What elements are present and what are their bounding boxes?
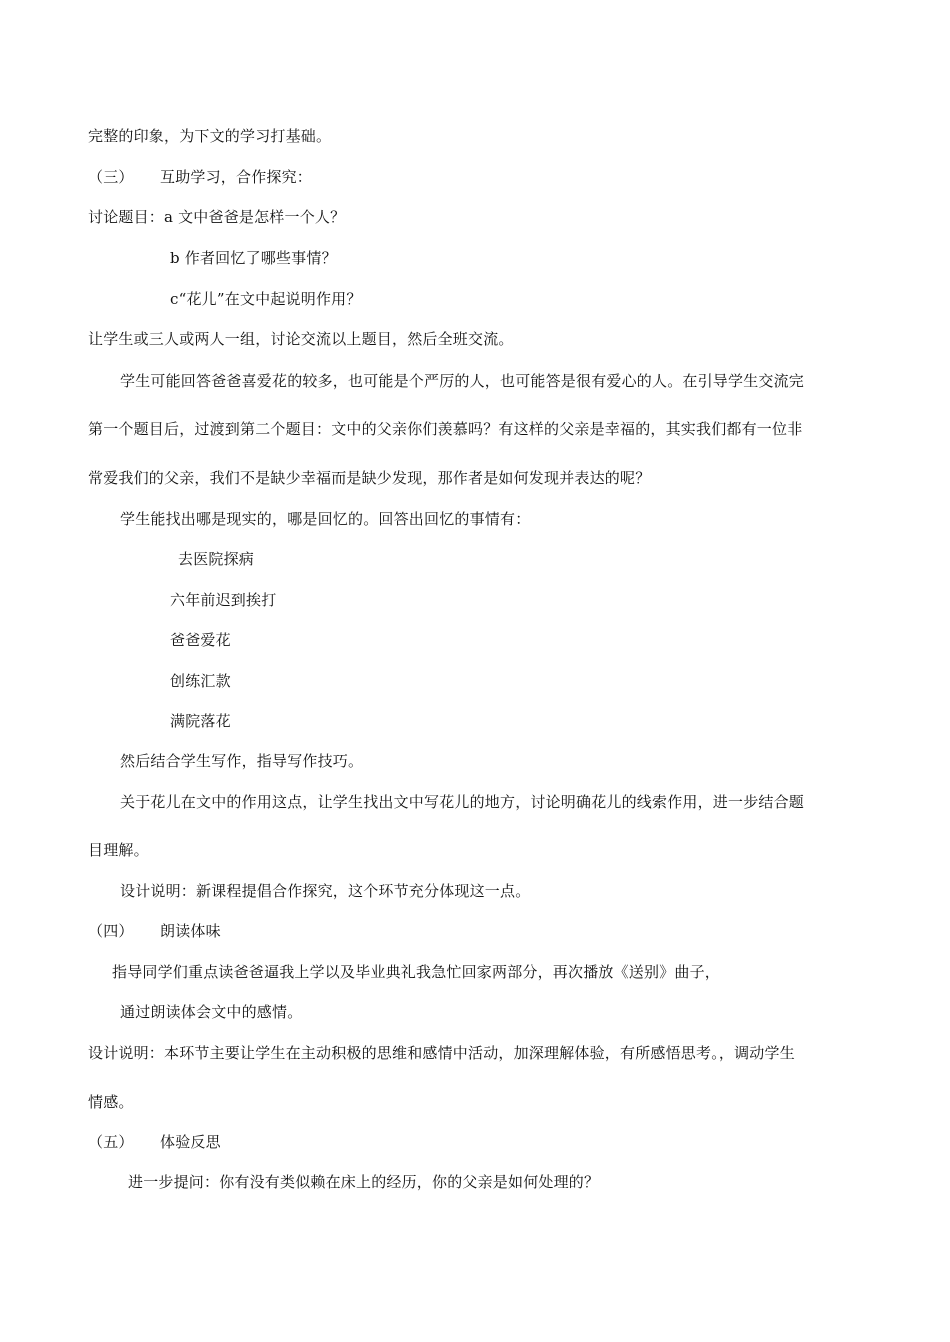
paragraph-line: 第一个题目后，过渡到第二个题目：文中的父亲你们羡慕吗？有这样的父亲是幸福的，其实我们都有一位非 bbox=[88, 420, 803, 438]
paragraph-line: 目理解。 bbox=[88, 841, 149, 859]
design-note: 设计说明：新课程提倡合作探究，这个环节充分体现这一点。 bbox=[120, 882, 531, 900]
memory-item: 去医院探病 bbox=[178, 550, 255, 568]
question-c: c“花儿”在文中起说明作用？ bbox=[170, 290, 362, 308]
paragraph-line: 学生可能回答爸爸喜爱花的较多，也可能是个严厉的人，也可能答是很有爱心的人。在引导学生交流完 bbox=[120, 372, 805, 390]
question-a: 讨论题目：a 文中爸爸是怎样一个人？ bbox=[88, 208, 346, 226]
section-number: （四） bbox=[88, 922, 134, 940]
text-line: 让学生或三人或两人一组，讨论交流以上题目，然后全班交流。 bbox=[88, 330, 514, 348]
paragraph-line: 关于花儿在文中的作用这点，让学生找出文中写花儿的地方，讨论明确花儿的线索作用，进一步结合题 bbox=[120, 793, 805, 811]
memory-item: 创练汇款 bbox=[170, 672, 231, 690]
section-number: （三） bbox=[88, 168, 134, 186]
paragraph-line: 常爱我们的父亲，我们不是缺少幸福而是缺少发现，那作者是如何发现并表达的呢？ bbox=[88, 469, 651, 487]
design-note: 情感。 bbox=[88, 1093, 134, 1111]
text-line: 完整的印象，为下文的学习打基础。 bbox=[88, 127, 332, 145]
section-title: 互助学习，合作探究： bbox=[160, 168, 313, 186]
memory-item: 爸爸爱花 bbox=[170, 631, 231, 649]
design-note: 设计说明：本环节主要让学生在主动积极的思维和感情中活动，加深理解体验，有所感悟思考。，调动学生 bbox=[88, 1044, 795, 1062]
section-heading-3 bbox=[88, 167, 312, 187]
paragraph-line: 进一步提问：你有没有类似赖在床上的经历，你的父亲是如何处理的？ bbox=[128, 1173, 600, 1191]
section-heading-5 bbox=[88, 1132, 221, 1152]
section-number: （五） bbox=[88, 1133, 134, 1151]
memory-item: 满院落花 bbox=[170, 712, 231, 730]
memory-item: 六年前迟到挨打 bbox=[170, 591, 277, 609]
section-title: 朗读体味 bbox=[160, 922, 221, 940]
section-title: 体验反思 bbox=[160, 1133, 221, 1151]
paragraph-line: 学生能找出哪是现实的，哪是回忆的。回答出回忆的事情有： bbox=[120, 510, 531, 528]
paragraph-line: 指导同学们重点读爸爸逼我上学以及毕业典礼我急忙回家两部分，再次播放《送别》曲子， bbox=[112, 963, 721, 981]
question-b: b 作者回忆了哪些事情？ bbox=[170, 249, 337, 267]
section-heading-4 bbox=[88, 921, 221, 941]
paragraph-line: 通过朗读体会文中的感情。 bbox=[120, 1003, 303, 1021]
paragraph-line: 然后结合学生写作，指导写作技巧。 bbox=[120, 752, 364, 770]
